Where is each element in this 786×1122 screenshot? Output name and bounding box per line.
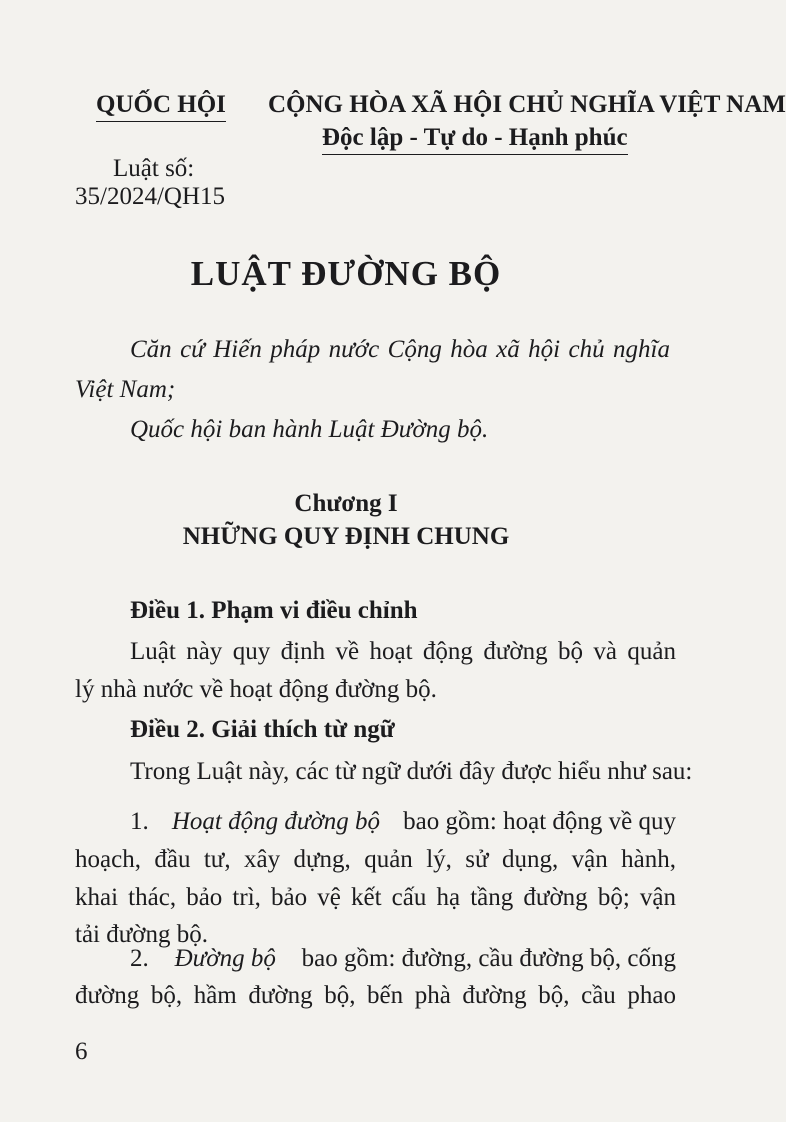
item-2-line2: đường bộ, hầm đường bộ, bến phà đường bộ, cầu phao [75, 982, 676, 1009]
item-1-line2: hoạch, đầu tư, xây dựng, quản lý, sử dụng, vận hành, [75, 846, 676, 873]
item-2-line1 [130, 939, 676, 979]
issuing-agency: QUỐC HỘI [96, 90, 226, 122]
national-title: CỘNG HÒA XÃ HỘI CHỦ NGHĨA VIỆT NAM [268, 91, 786, 118]
article-1-line1: Luật này quy định về hoạt động đường bộ và quản [130, 638, 676, 665]
item-2-term: Đường bộ [174, 945, 276, 972]
preamble-enactment: Quốc hội ban hành Luật Đường bộ. [130, 416, 489, 443]
law-title: LUẬT ĐƯỜNG BỘ [190, 254, 502, 293]
law-number: 35/2024/QH15 [75, 183, 225, 210]
chapter-title: NHỮNG QUY ĐỊNH CHUNG [182, 523, 510, 550]
article-2-heading: Điều 2. Giải thích từ ngữ [130, 716, 395, 743]
item-1-line4: tải đường bộ. [75, 921, 209, 948]
item-2-number: 2. [130, 945, 149, 972]
national-motto: Độc lập - Tự do - Hạnh phúc [322, 123, 628, 155]
item-1-line3: khai thác, bảo trì, bảo vệ kết cấu hạ tầng đường bộ; vận [75, 884, 676, 911]
preamble-basis-line1: Căn cứ Hiến pháp nước Cộng hòa xã hội chủ nghĩa [130, 336, 670, 363]
item-1-number: 1. [130, 808, 149, 835]
law-number-label: Luật số: [113, 155, 195, 182]
article-1-heading: Điều 1. Phạm vi điều chỉnh [130, 597, 418, 624]
item-2-line1-rest: bao gồm: đường, cầu đường bộ, cống [301, 945, 676, 972]
article-2-intro: Trong Luật này, các từ ngữ dưới đây được hiểu như sau: [130, 758, 693, 785]
item-1-line1 [130, 802, 676, 842]
item-1-line1-rest: bao gồm: hoạt động về quy [403, 808, 676, 835]
page-number: 6 [75, 1038, 88, 1065]
item-1-term: Hoạt động đường bộ [171, 808, 381, 835]
chapter-number: Chương I [294, 490, 398, 517]
preamble-basis-line2: Việt Nam; [75, 376, 176, 403]
article-1-line2: lý nhà nước về hoạt động đường bộ. [75, 676, 437, 703]
